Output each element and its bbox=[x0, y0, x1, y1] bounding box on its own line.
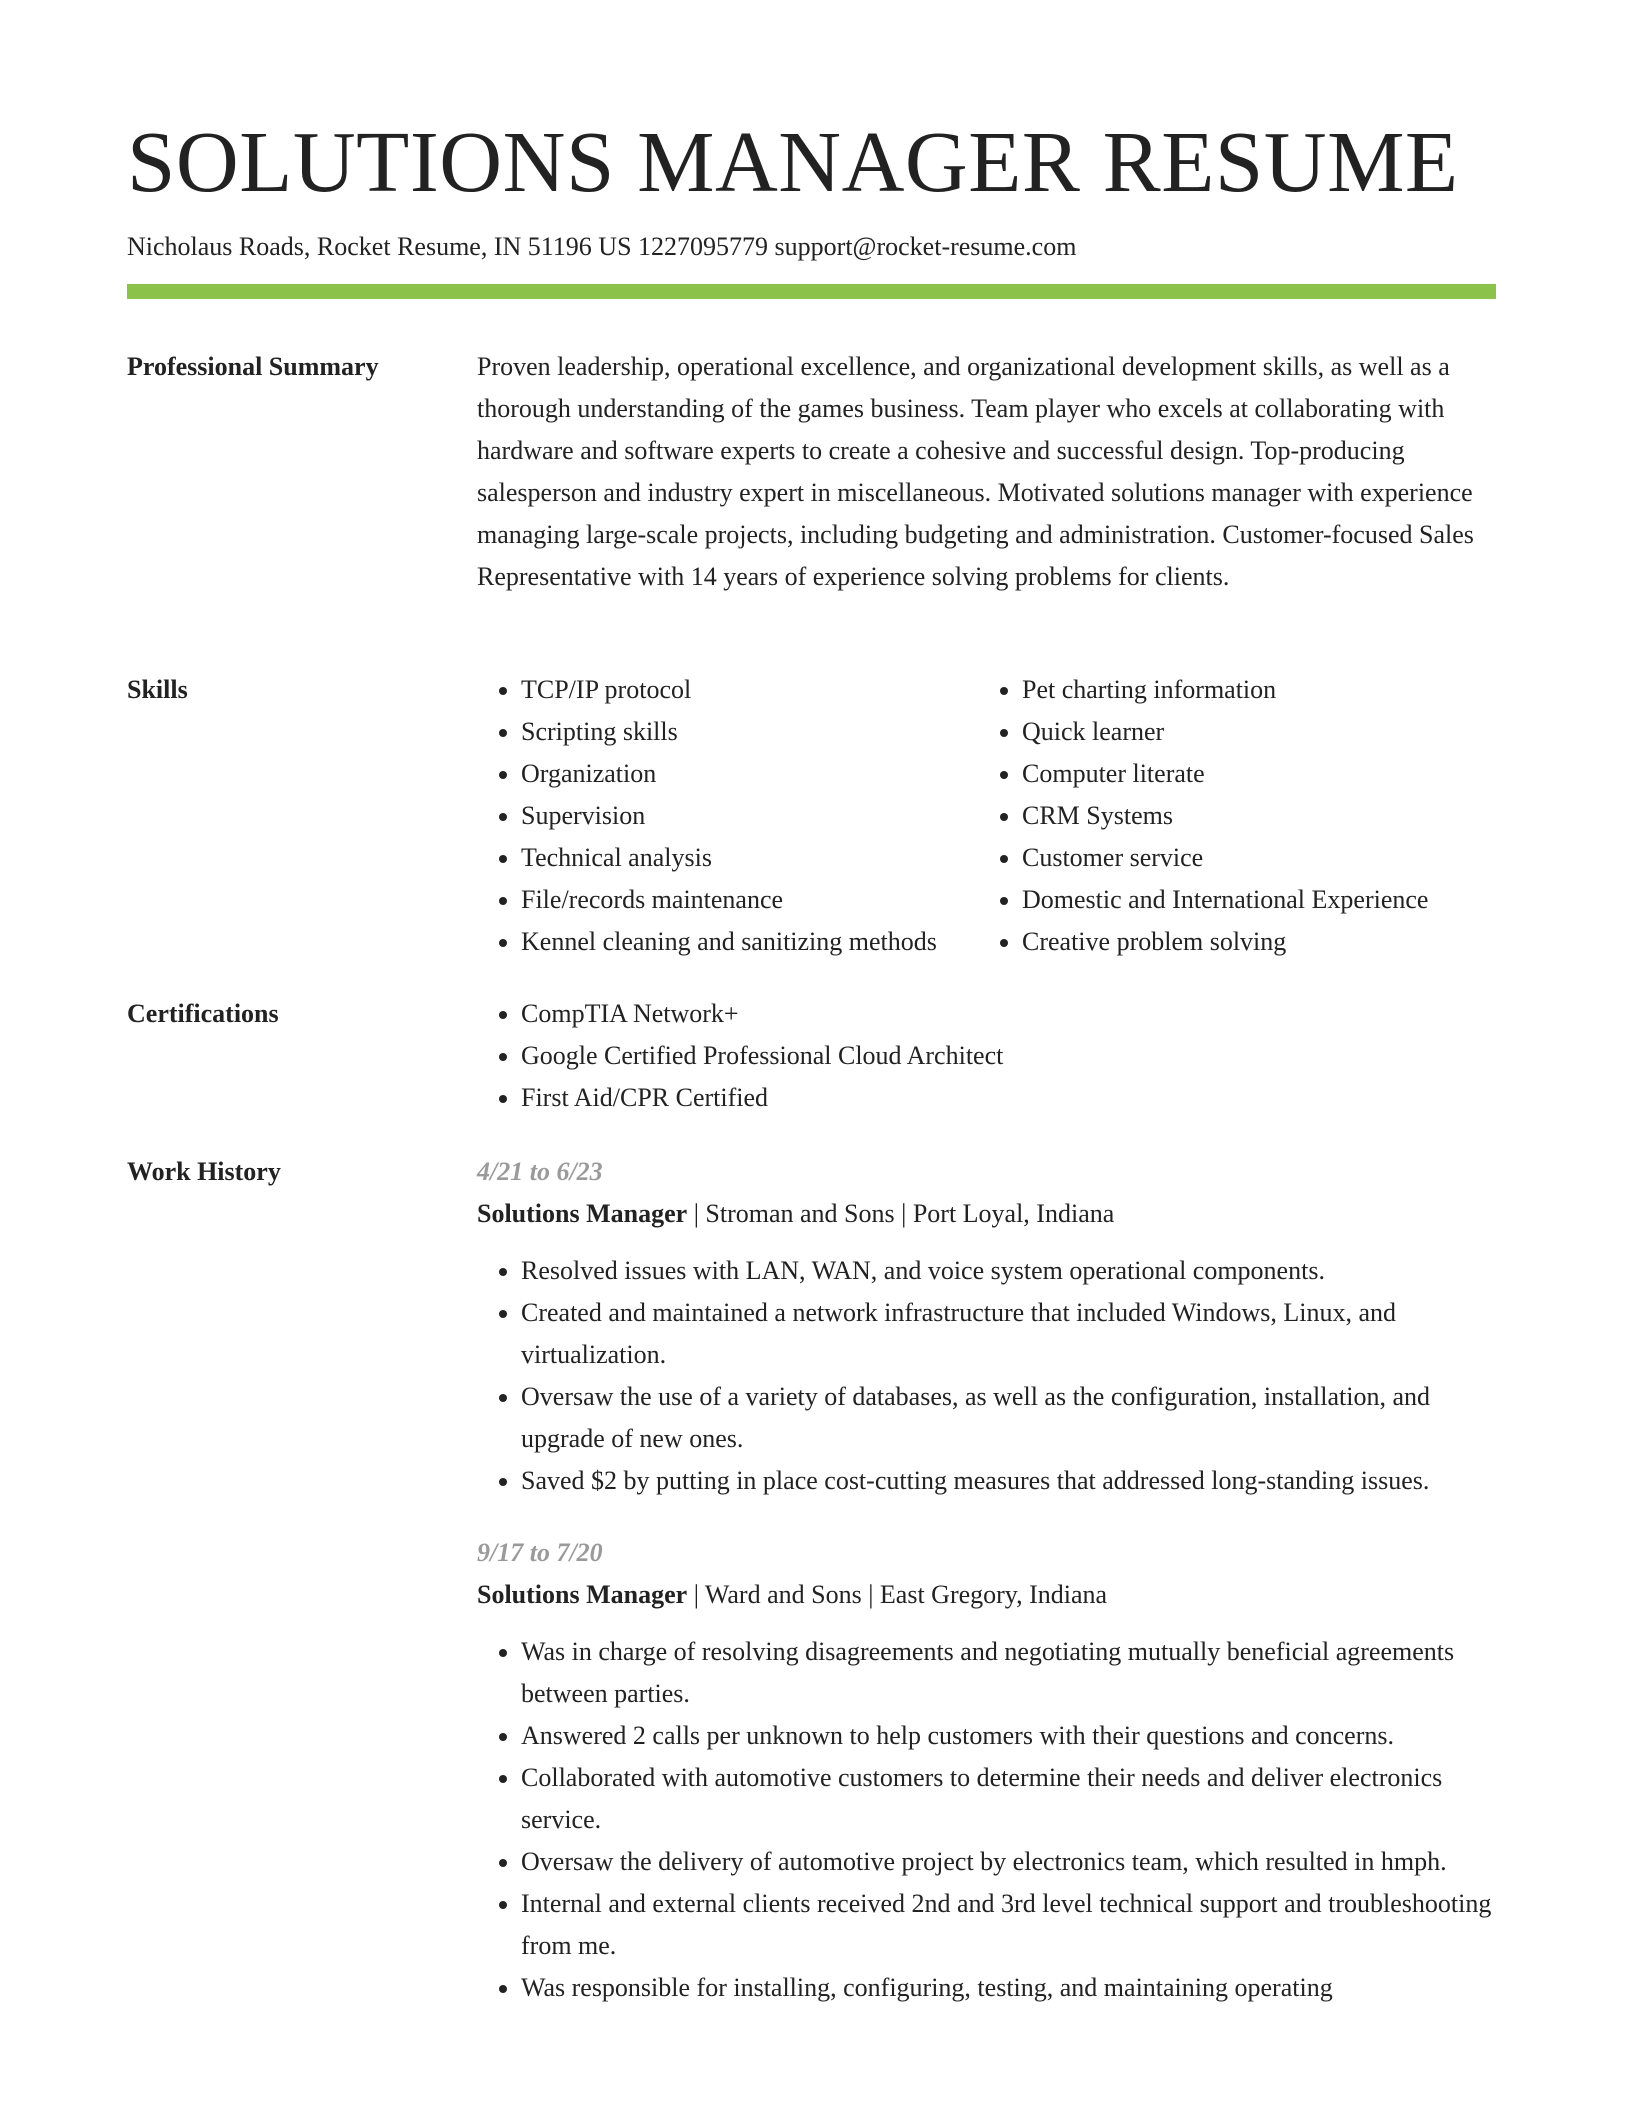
skill-item: • Customer service bbox=[1022, 837, 1428, 879]
job-dates: 9/17 to 7/20 bbox=[477, 1538, 603, 1567]
summary-text: Proven leadership, operational excellence, and organizational development skills, as well as a thorough understanding of the games business. Team player who excels at collaborating with hardware and software experts to create a cohesive and successful design. Top-producing salesperson and industry expert in miscellaneous. Motivated solutions manager with experience managing large-scale projects, including budgeting and administration. Customer-focused Sales Representative with 14 years of experience solving problems for clients. bbox=[477, 352, 1474, 591]
job-title: Solutions Manager bbox=[477, 1580, 688, 1609]
job-entry bbox=[477, 1532, 1496, 2009]
job-bullet: • Saved $2 by putting in place cost-cutting measures that addressed long-standing issues. bbox=[521, 1460, 1496, 1502]
skill-item: • TCP/IP protocol bbox=[521, 669, 978, 711]
skills-heading: Skills bbox=[127, 675, 188, 704]
skill-item: • File/records maintenance bbox=[521, 879, 978, 921]
certification-item: • First Aid/CPR Certified bbox=[521, 1077, 1496, 1119]
skills-list-left bbox=[477, 669, 978, 963]
job-bullet: • Resolved issues with LAN, WAN, and voice system operational components. bbox=[521, 1250, 1496, 1292]
certifications-body bbox=[477, 993, 1496, 1119]
contact-info: Nicholaus Roads, Rocket Resume, IN 51196 US 1227095779 support@rocket-resume.com bbox=[127, 232, 1077, 261]
job-bullet: • Oversaw the use of a variety of databases, as well as the configuration, installation, and upgrade of new ones. bbox=[521, 1376, 1496, 1460]
skill-item: • Domestic and International Experience bbox=[1022, 879, 1428, 921]
job-bullet: • Was in charge of resolving disagreements and negotiating mutually beneficial agreements between parties. bbox=[521, 1631, 1496, 1715]
skill-item: • Kennel cleaning and sanitizing methods bbox=[521, 921, 978, 963]
certification-item: • CompTIA Network+ bbox=[521, 993, 1496, 1035]
skill-item: • Supervision bbox=[521, 795, 978, 837]
summary-heading: Professional Summary bbox=[127, 352, 379, 381]
certifications-list bbox=[477, 993, 1496, 1119]
skill-item: • Creative problem solving bbox=[1022, 921, 1428, 963]
job-bullet: • Oversaw the delivery of automotive project by electronics team, which resulted in hmph. bbox=[521, 1841, 1496, 1883]
job-details: | Ward and Sons | East Gregory, Indiana bbox=[687, 1580, 1108, 1609]
skills-list-right bbox=[978, 669, 1428, 963]
summary-body bbox=[477, 346, 1496, 598]
job-heading bbox=[477, 1193, 1496, 1235]
skill-item: • Technical analysis bbox=[521, 837, 978, 879]
skill-item: • CRM Systems bbox=[1022, 795, 1428, 837]
work-history-body bbox=[477, 1151, 1496, 2039]
resume-title: SOLUTIONS MANAGER RESUME bbox=[127, 113, 1459, 210]
certifications-heading: Certifications bbox=[127, 999, 279, 1028]
skill-item: • Scripting skills bbox=[521, 711, 978, 753]
skill-item: • Computer literate bbox=[1022, 753, 1428, 795]
job-bullet: • Created and maintained a network infrastructure that included Windows, Linux, and virtualization. bbox=[521, 1292, 1496, 1376]
skill-item: • Organization bbox=[521, 753, 978, 795]
job-bullet: • Internal and external clients received 2nd and 3rd level technical support and troubleshooting from me. bbox=[521, 1883, 1496, 1967]
job-bullet: • Collaborated with automotive customers to determine their needs and deliver electronics service. bbox=[521, 1757, 1496, 1841]
skill-item: • Pet charting information bbox=[1022, 669, 1428, 711]
job-dates: 4/21 to 6/23 bbox=[477, 1157, 603, 1186]
work-history-heading: Work History bbox=[127, 1157, 281, 1186]
job-details: | Stroman and Sons | Port Loyal, Indiana bbox=[687, 1199, 1115, 1228]
job-title: Solutions Manager bbox=[477, 1199, 688, 1228]
certification-item: • Google Certified Professional Cloud Architect bbox=[521, 1035, 1496, 1077]
job-heading bbox=[477, 1574, 1496, 1616]
job-bullets bbox=[477, 1250, 1496, 1502]
skills-body bbox=[477, 669, 1496, 963]
accent-divider bbox=[127, 284, 1496, 299]
job-bullet: • Was responsible for installing, configuring, testing, and maintaining operating bbox=[521, 1967, 1496, 2009]
job-entry bbox=[477, 1151, 1496, 1502]
job-bullet: • Answered 2 calls per unknown to help customers with their questions and concerns. bbox=[521, 1715, 1496, 1757]
job-bullets bbox=[477, 1631, 1496, 2009]
skill-item: • Quick learner bbox=[1022, 711, 1428, 753]
